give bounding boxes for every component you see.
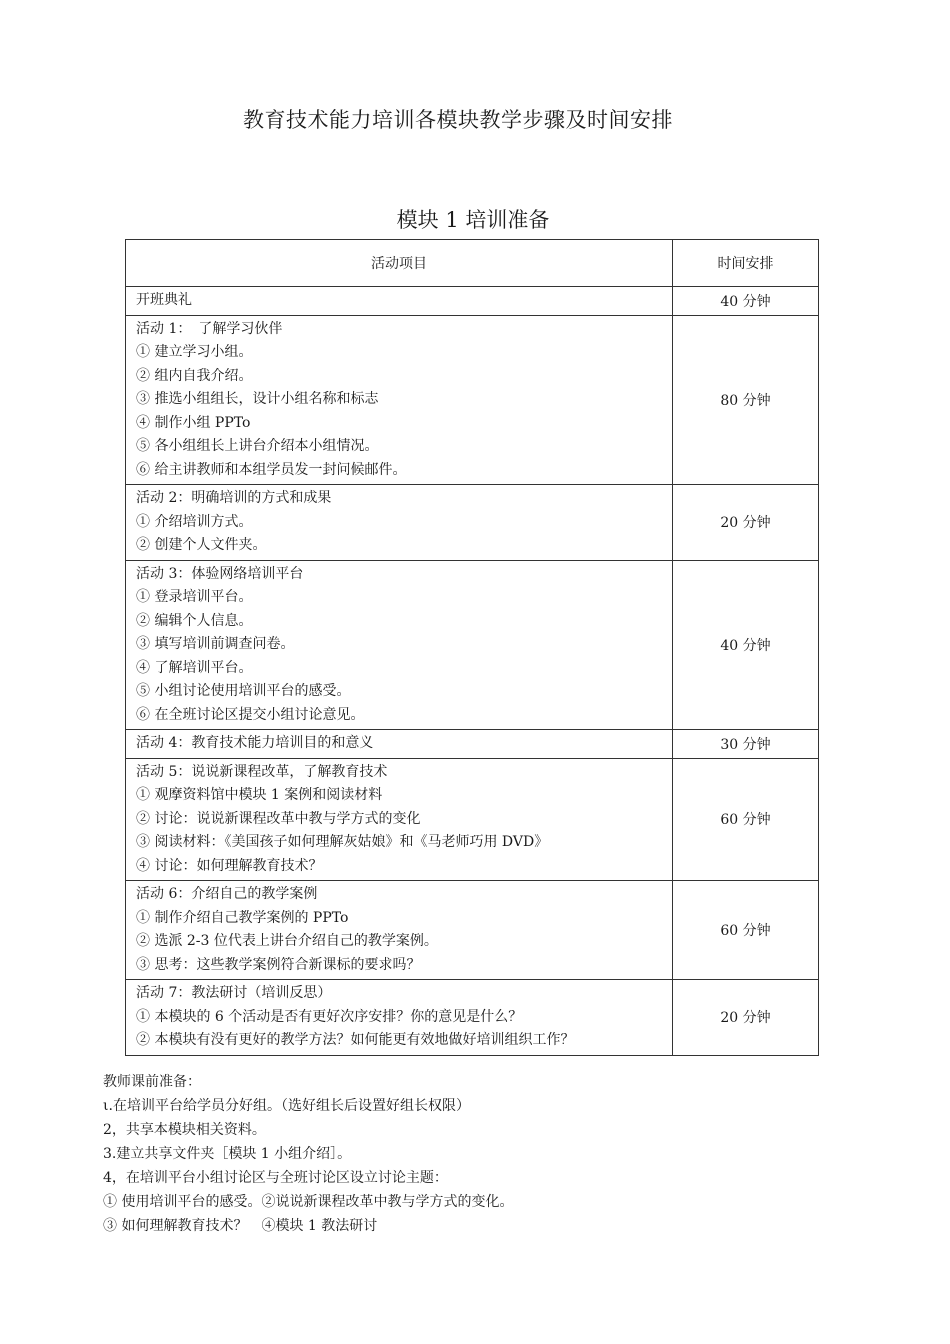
activity-step: ③ 填写培训前调查问卷。 <box>136 636 295 652</box>
time-cell: 60 分钟 <box>673 758 819 881</box>
table-row <box>126 287 819 316</box>
activity-step: ⑥ 在全班讨论区提交小组讨论意见。 <box>136 706 365 723</box>
activity-cell <box>126 485 673 561</box>
activity-step: ④ 了解培训平台。 <box>136 659 253 676</box>
notes-item: ③ 如何理解教育技术？ ④模块 1 教法研讨 <box>103 1218 378 1234</box>
activity-step: ① 建立学习小组。 <box>136 344 253 360</box>
activity-cell <box>126 560 673 730</box>
activity-step: ② 讨论：说说新课程改革中教与学方式的变化 <box>136 810 421 827</box>
notes-heading: 教师课前准备： <box>103 1074 201 1090</box>
activity-step: ④ 讨论：如何理解教育技术？ <box>136 857 323 874</box>
activity-step: ① 本模块的 6 个活动是否有更好次序安排？你的意见是什么？ <box>136 1008 523 1025</box>
activity-step: ② 本模块有没有更好的教学方法？如何能更有效地做好培训组织工作？ <box>136 1032 575 1048</box>
table-row <box>126 758 819 881</box>
activity-step: ② 编辑个人信息。 <box>136 612 253 629</box>
time-cell: 60 分钟 <box>673 881 819 980</box>
table-row <box>126 980 819 1056</box>
table-row <box>126 315 819 485</box>
activity-step: ② 创建个人文件夹。 <box>136 537 267 553</box>
activity-step: ⑤ 各小组组长上讲台介绍本小组情况。 <box>136 438 379 454</box>
activity-cell <box>126 980 673 1056</box>
activity-cell <box>126 315 673 485</box>
table-row <box>126 730 819 759</box>
activity-step: ③ 思考：这些教学案例符合新课标的要求吗？ <box>136 956 421 973</box>
activity-title: 活动 4：教育技术能力培训目的和意义 <box>136 735 374 751</box>
activity-step: ① 介绍培训方式。 <box>136 513 253 530</box>
document-title: 教育技术能力培训各模块教学步骤及时间安排 <box>243 108 673 132</box>
table-body <box>126 287 819 1056</box>
notes-item: 2，共享本模块相关资料。 <box>103 1122 266 1138</box>
time-cell: 40 分钟 <box>673 287 819 316</box>
activity-cell <box>126 758 673 881</box>
teacher-preparation-notes <box>103 1070 513 1238</box>
activity-step: ① 观摩资料馆中模块 1 案例和阅读材料 <box>136 787 383 803</box>
table-row <box>126 560 819 730</box>
activity-step: ③ 阅读材料：《美国孩子如何理解灰姑娘》和《马老师巧用 DVD》 <box>136 834 549 850</box>
time-cell: 80 分钟 <box>673 315 819 485</box>
table-row <box>126 881 819 980</box>
activity-title: 活动 5：说说新课程改革，了解教育技术 <box>136 763 388 780</box>
time-cell: 20 分钟 <box>673 485 819 561</box>
activity-step: ③ 推选小组组长，设计小组名称和标志 <box>136 391 379 407</box>
activity-cell <box>126 287 673 316</box>
activity-title: 活动 7：教法研讨（培训反思） <box>136 985 332 1001</box>
activity-step: ① 制作介绍自己教学案例的 PPTo <box>136 909 349 926</box>
activity-step: ⑤ 小组讨论使用培训平台的感受。 <box>136 683 351 699</box>
section-title: 模块 1 培训准备 <box>396 208 550 232</box>
table-row <box>126 485 819 561</box>
notes-item: ① 使用培训平台的感受。②说说新课程改革中教与学方式的变化。 <box>103 1194 514 1210</box>
activity-title: 开班典礼 <box>136 292 192 308</box>
activity-cell <box>126 730 673 759</box>
activity-title: 活动 1： 了解学习伙伴 <box>136 320 283 337</box>
time-cell: 30 分钟 <box>673 730 819 759</box>
notes-item: 3.建立共享文件夹［模块 1 小组介绍］。 <box>103 1146 352 1162</box>
activity-step: ⑥ 给主讲教师和本组学员发一封问候邮件。 <box>136 461 407 478</box>
activity-step: ② 组内自我介绍。 <box>136 367 253 384</box>
activity-title: 活动 2：明确培训的方式和成果 <box>136 490 332 506</box>
header-time: 时间安排 <box>673 240 819 287</box>
notes-item: ι.在培训平台给学员分好组。（选好组长后设置好组长权限） <box>103 1098 470 1114</box>
activity-title: 活动 3：体验网络培训平台 <box>136 565 304 582</box>
notes-item: 4，在培训平台小组讨论区与全班讨论区设立讨论主题： <box>103 1170 448 1186</box>
activity-title: 活动 6：介绍自己的教学案例 <box>136 886 318 902</box>
activity-step: ① 登录培训平台。 <box>136 589 253 605</box>
activity-step: ② 选派 2-3 位代表上讲台介绍自己的教学案例。 <box>136 933 438 949</box>
schedule-table <box>125 239 819 1056</box>
table-header-row <box>126 240 819 287</box>
header-activity: 活动项目 <box>126 240 673 287</box>
activity-step: ④ 制作小组 PPTo <box>136 414 251 431</box>
time-cell: 20 分钟 <box>673 980 819 1056</box>
time-cell: 40 分钟 <box>673 560 819 730</box>
activity-cell <box>126 881 673 980</box>
